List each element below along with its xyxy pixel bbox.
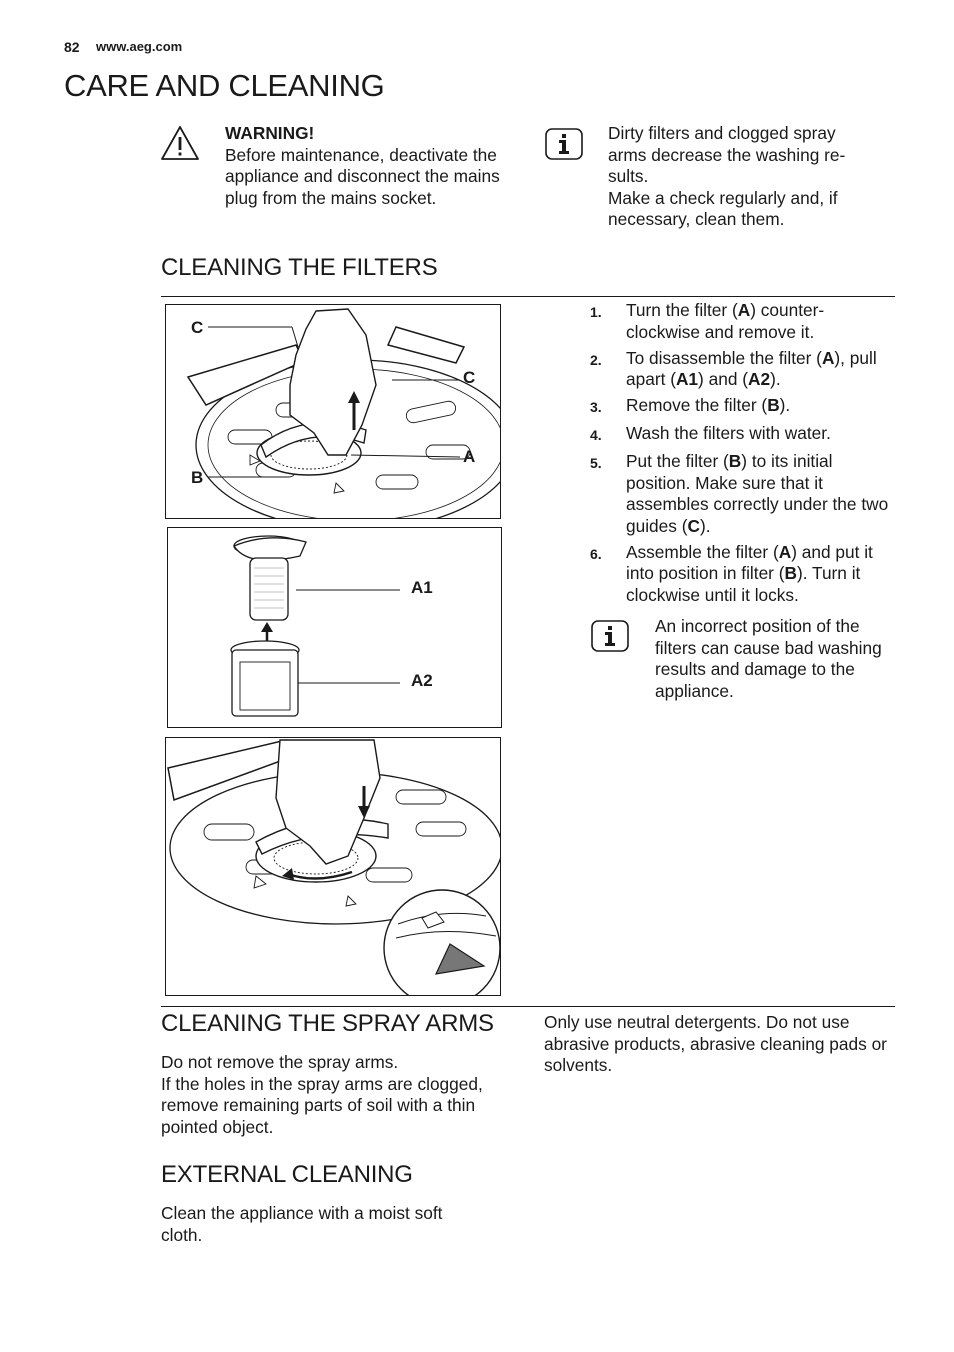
info-icon <box>591 620 629 652</box>
figure-filter-parts <box>167 527 502 728</box>
step-text <box>626 300 890 343</box>
step-ref: A <box>778 541 792 562</box>
step-number: 6. <box>590 545 602 562</box>
warning-heading: WARNING! <box>225 123 315 143</box>
figure-label-a: A <box>463 447 476 466</box>
warning-block <box>225 123 515 209</box>
info-text-top <box>608 123 898 231</box>
step-text-part: ) counter-clockwise and remove it. <box>626 300 825 342</box>
list-item <box>590 348 890 391</box>
info-line: sults. <box>608 166 649 186</box>
figure-label-c: C <box>191 318 204 337</box>
step-number: 2. <box>590 351 602 368</box>
step-text-part: Remove the filter ( <box>626 395 768 415</box>
step-ref: B <box>767 395 780 415</box>
list-item <box>590 542 890 607</box>
step-text-part: ). <box>770 369 781 389</box>
step-text-part: To disassemble the filter ( <box>626 347 822 368</box>
step-text-part: ), pull apart ( <box>626 347 877 389</box>
list-item <box>590 300 890 343</box>
step-text-part: ). <box>699 515 711 536</box>
step-ref: B <box>728 451 742 471</box>
step-text: Wash the filters with water. <box>626 423 831 443</box>
info-icon <box>545 128 583 160</box>
step-ref: A <box>737 300 751 320</box>
list-item <box>590 395 890 419</box>
step-text <box>626 542 890 607</box>
external-text: Clean the appliance with a moist soft cloth. <box>161 1203 443 1245</box>
figure-label-a2: A2 <box>411 671 433 690</box>
figure-filter-install <box>165 737 501 996</box>
info-line: necessary, clean them. <box>608 209 785 229</box>
page-title: CARE AND CLEANING <box>64 68 385 103</box>
step-ref: A2 <box>748 369 771 389</box>
section-heading-filters: CLEANING THE FILTERS <box>161 254 438 281</box>
filter-steps-list <box>590 300 890 611</box>
info-line: Make a check regularly and, if <box>608 187 838 208</box>
step-text-part: Turn the filter ( <box>626 300 738 320</box>
step-number: 5. <box>590 455 602 471</box>
figure-label-a1: A1 <box>411 578 433 597</box>
step-text <box>626 451 890 537</box>
section-heading-spray-arms: CLEANING THE SPRAY ARMS <box>161 1010 494 1037</box>
step-text <box>626 348 890 391</box>
step-text-part: ) to its initial position. Make sure that it assembles correctly under the two guides ( <box>626 451 889 536</box>
step-text-part: Put the filter ( <box>626 451 729 471</box>
figure-label-c: C <box>463 368 476 387</box>
step-number: 1. <box>590 304 602 320</box>
section-rule <box>161 1006 895 1007</box>
step-text-part: ) and ( <box>698 369 748 389</box>
warning-icon <box>160 125 200 161</box>
section-rule <box>161 296 895 297</box>
paragraph: If the holes in the spray arms are clogged, remove remaining parts of soil with a thin pointed object. <box>161 1073 483 1137</box>
spray-arms-text <box>161 1052 515 1138</box>
info-line: arms decrease the washing re- <box>608 144 846 165</box>
step-text-part: ). <box>779 395 791 415</box>
step-ref: C <box>687 515 700 536</box>
step-number: 4. <box>590 427 602 443</box>
step-text-part: Assemble the filter ( <box>626 541 779 562</box>
section-heading-external: EXTERNAL CLEANING <box>161 1161 413 1188</box>
paragraph: Do not remove the spray arms. <box>161 1052 399 1072</box>
info-line: Dirty filters and clogged spray <box>608 123 836 143</box>
step-ref: A1 <box>675 369 699 389</box>
info-text-filters: An incorrect position of the filters can cause bad washing results and damage to the appliance. <box>655 616 882 701</box>
step-ref: B <box>784 563 797 583</box>
step-ref: A <box>821 347 835 368</box>
step-number: 3. <box>590 399 602 415</box>
step-text-part: ) and put it into position in filter ( <box>626 541 873 583</box>
figure-filter-removal <box>165 304 501 519</box>
warning-text: Before maintenance, deactivate the appliance and disconnect the mains plug from the mains socket. <box>225 144 500 208</box>
step-text-part: ). Turn it clockwise until it locks. <box>626 563 861 605</box>
page-number: 82 <box>64 39 80 55</box>
step-text <box>626 395 890 419</box>
site-url: www.aeg.com <box>96 39 183 54</box>
detergents-note: Only use neutral detergents. Do not use abrasive products, abrasive cleaning pads or solvents. <box>544 1012 887 1075</box>
list-item <box>590 423 890 447</box>
list-item <box>590 451 890 537</box>
figure-label-b: B <box>191 468 204 487</box>
